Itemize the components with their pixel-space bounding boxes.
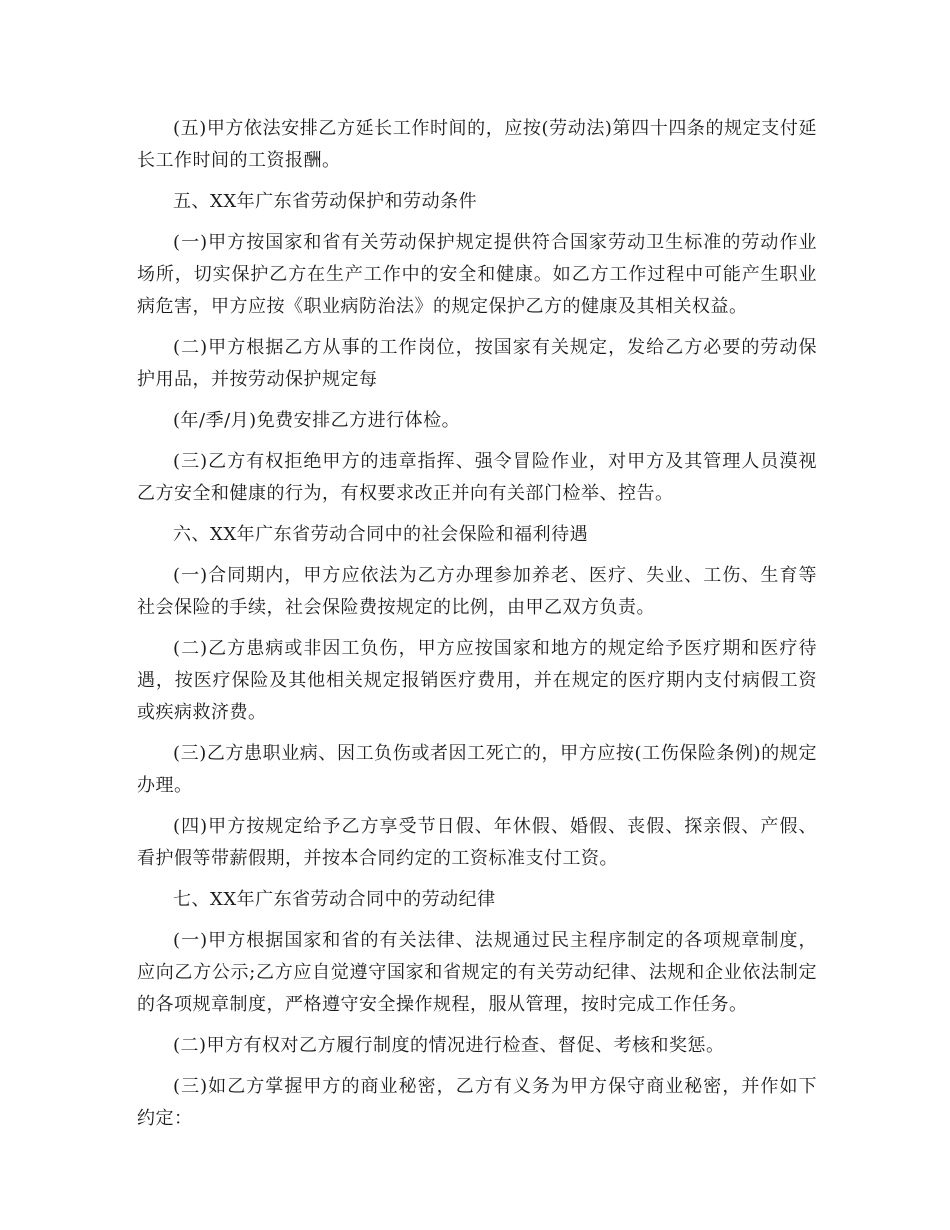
paragraph-work-injury: (三)乙方患职业病、因工负伤或者因工死亡的，甲方应按(工伤保险条例)的规定办理。 <box>137 743 817 796</box>
paragraph-rules-and-regulations: (一)甲方根据国家和省的有关法律、法规通过民主程序制定的各项规章制度，应向乙方公示;乙方应自觉遵守国家和省规定的有关劳动纪律、法规和企业依法制定的各项规章制度，严格遵守安全操作规程，服从管理，按时完成工作任务。 <box>137 930 817 1015</box>
paragraph-paid-leave: (四)甲方按规定给予乙方享受节日假、年休假、婚假、丧假、探亲假、产假、看护假等带薪假期，并按本合同约定的工资标准支付工资。 <box>137 816 817 869</box>
section-heading-labor-discipline: 七、XX年广东省劳动合同中的劳动纪律 <box>173 889 496 910</box>
paragraph-trade-secrets: (三)如乙方掌握甲方的商业秘密，乙方有义务为甲方保守商业秘密，并作如下约定： <box>137 1076 817 1129</box>
paragraph-sick-leave: (二)乙方患病或非因工负伤，甲方应按国家和地方的规定给予医疗期和医疗待遇，按医疗保险及其他相关规定报销医疗费用，并在规定的医疗期内支付病假工资或疾病救济费。 <box>137 638 817 723</box>
paragraph-protective-equipment: (二)甲方根据乙方从事的工作岗位，按国家有关规定，发给乙方必要的劳动保护用品，并按劳动保护规定每 <box>137 337 817 390</box>
paragraph-inspection-rewards: (二)甲方有权对乙方履行制度的情况进行检查、督促、考核和奖惩。 <box>173 1035 725 1056</box>
section-heading-social-insurance: 六、XX年广东省劳动合同中的社会保险和福利待遇 <box>173 524 589 545</box>
paragraph-refuse-unsafe-orders: (三)乙方有权拒绝甲方的违章指挥、强令冒险作业，对甲方及其管理人员漠视乙方安全和健康的行为，有权要求改正并向有关部门检举、控告。 <box>137 451 817 504</box>
paragraph-insurance-enrollment: (一)合同期内，甲方应依法为乙方办理参加养老、医疗、失业、工伤、生育等社会保险的手续，社会保险费按规定的比例，由甲乙双方负责。 <box>137 565 817 618</box>
paragraph-health-check: (年/季/月)免费安排乙方进行体检。 <box>173 410 461 431</box>
document-body <box>137 113 817 1144</box>
section-heading-labor-protection: 五、XX年广东省劳动保护和劳动条件 <box>173 191 478 212</box>
paragraph-overtime-pay: (五)甲方依法安排乙方延长工作时间的，应按(劳动法)第四十四条的规定支付延长工作时间的工资报酬。 <box>137 118 817 171</box>
paragraph-workplace-safety: (一)甲方按国家和省有关劳动保护规定提供符合国家劳动卫生标准的劳动作业场所，切实保护乙方在生产工作中的安全和健康。如乙方工作过程中可能产生职业病危害，甲方应按《职业病防治法》的规定保护乙方的健康及其相关权益。 <box>137 232 817 317</box>
